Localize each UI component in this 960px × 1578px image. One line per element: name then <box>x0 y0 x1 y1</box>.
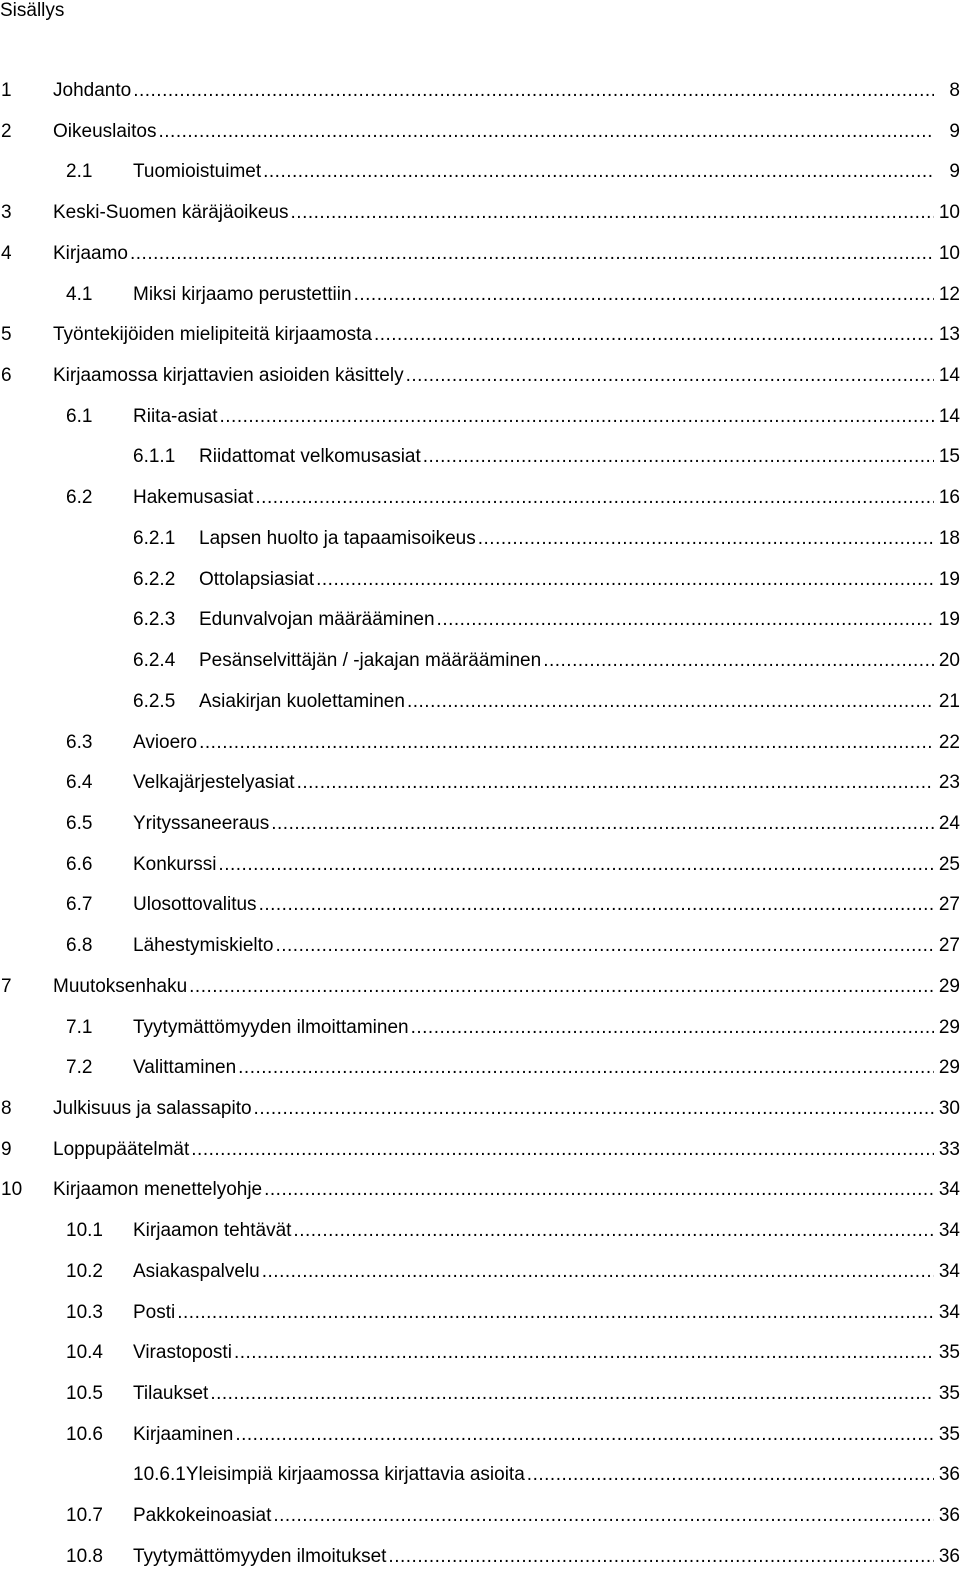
toc-entry-label: Virastoposti <box>133 1333 232 1373</box>
dot-leader <box>263 152 934 192</box>
dot-leader <box>407 682 934 722</box>
toc-entry-page-number: 36 <box>938 1505 960 1527</box>
toc-entry-label: Avioero <box>133 723 197 763</box>
toc-entry-page-number: 20 <box>938 650 960 672</box>
toc-entry-number: 7.2 <box>66 1057 93 1079</box>
toc-entry-line <box>133 1293 960 1333</box>
toc-entry-line <box>133 926 960 966</box>
toc-entry-label: Tyytymättömyyden ilmoitukset <box>133 1537 386 1577</box>
toc-entry-label: Julkisuus ja salassapito <box>53 1089 252 1129</box>
toc-entry[interactable] <box>0 804 960 845</box>
toc-entry-page-number: 23 <box>938 772 960 794</box>
toc-entry-number: 6.2 <box>66 487 93 509</box>
toc-entry-page-number: 9 <box>949 161 960 183</box>
toc-entry-label: Yrityssaneeraus <box>133 804 269 844</box>
dot-leader <box>527 1455 934 1495</box>
toc-entry[interactable] <box>0 967 960 1008</box>
toc-entry-number: 10.6 <box>66 1423 103 1445</box>
toc-entry-page-number: 34 <box>938 1260 960 1282</box>
toc-entry-label: Muutoksenhaku <box>53 967 187 1007</box>
toc-entry-line <box>199 437 960 477</box>
toc-entry-page-number: 34 <box>938 1179 960 1201</box>
toc-entry-page-number: 12 <box>938 283 960 305</box>
toc-entry[interactable] <box>0 1415 960 1456</box>
dot-leader <box>293 1211 934 1251</box>
toc-entry[interactable] <box>0 112 960 153</box>
toc-entry-label: Riita-asiat <box>133 397 217 437</box>
toc-entry-label: Kirjaamon menettelyohje <box>53 1170 262 1210</box>
toc-entry-line <box>133 1048 960 1088</box>
toc-entry[interactable] <box>0 1496 960 1537</box>
toc-entry-label: Asiakirjan kuolettaminen <box>199 682 405 722</box>
toc-entry-page-number: 18 <box>938 527 960 549</box>
dot-leader <box>189 967 934 1007</box>
toc-entry-label: Valittaminen <box>133 1048 236 1088</box>
toc-entry[interactable] <box>0 519 960 560</box>
toc-entry-number: 4.1 <box>66 283 93 305</box>
dot-leader <box>406 356 934 396</box>
toc-entry-label: Tyytymättömyyden ilmoittaminen <box>133 1008 409 1048</box>
toc-entry-number: 6.7 <box>66 894 93 916</box>
toc-entry-number: 7 <box>1 975 12 997</box>
toc-entry-page-number: 34 <box>938 1220 960 1242</box>
toc-entry-line <box>133 804 960 844</box>
toc-entry-line <box>53 234 960 274</box>
toc-entry[interactable] <box>0 885 960 926</box>
toc-entry-number: 6.8 <box>66 935 93 957</box>
toc-entry[interactable] <box>0 1374 960 1415</box>
toc-entry-label: Kirjaaminen <box>133 1415 233 1455</box>
toc-entry-page-number: 29 <box>938 1057 960 1079</box>
toc-entry-line <box>133 1333 960 1373</box>
toc-entry[interactable] <box>0 397 960 438</box>
toc-entry-label: Konkurssi <box>133 845 216 885</box>
toc-entry-label: Tuomioistuimet <box>133 152 261 192</box>
dot-leader <box>210 1374 934 1414</box>
toc-entry[interactable] <box>0 1008 960 1049</box>
dot-leader <box>262 1252 934 1292</box>
toc-entry-number: 10.8 <box>66 1545 103 1567</box>
toc-entry-number: 6.2.3 <box>133 609 176 631</box>
toc-entry-number: 2.1 <box>66 161 93 183</box>
toc-entry-label: Lapsen huolto ja tapaamisoikeus <box>199 519 476 559</box>
toc-entry-label: Ulosottovalitus <box>133 885 257 925</box>
dot-leader <box>235 1415 934 1455</box>
toc-entry[interactable] <box>0 478 960 519</box>
toc-entry-page-number: 33 <box>938 1138 960 1160</box>
toc-entry[interactable] <box>0 926 960 967</box>
toc-entry[interactable] <box>0 1252 960 1293</box>
toc-entry[interactable] <box>0 275 960 316</box>
dot-leader <box>316 560 934 600</box>
dot-leader <box>423 437 934 477</box>
toc-entry-line <box>53 71 960 111</box>
toc-entry-line <box>53 967 960 1007</box>
toc-entry-page-number: 10 <box>938 202 960 224</box>
toc-entry-number: 6.6 <box>66 853 93 875</box>
toc-entry-page-number: 21 <box>938 690 960 712</box>
toc-entry-page-number: 15 <box>938 446 960 468</box>
toc-entry-label: Ottolapsiasiat <box>199 560 314 600</box>
toc-entry-page-number: 16 <box>938 487 960 509</box>
toc-entry-page-number: 14 <box>938 405 960 427</box>
toc-entry-number: 7.1 <box>66 1016 93 1038</box>
toc-entry[interactable] <box>0 1130 960 1171</box>
toc-entry-number: 6.5 <box>66 812 93 834</box>
toc-entry-number: 2 <box>1 120 12 142</box>
dot-leader <box>264 1170 934 1210</box>
toc-entry-page-number: 30 <box>938 1097 960 1119</box>
dot-leader <box>437 600 934 640</box>
toc-entry-line <box>53 315 960 355</box>
toc-entry-number: 9 <box>1 1138 12 1160</box>
toc-entry-page-number: 36 <box>938 1545 960 1567</box>
toc-entry-label: Keski-Suomen käräjäoikeus <box>53 193 289 233</box>
toc-entry-number: 10.1 <box>66 1220 103 1242</box>
dot-leader <box>191 1130 934 1170</box>
toc-entry-line <box>133 1496 960 1536</box>
toc-entry-number: 10.3 <box>66 1301 103 1323</box>
toc-entry-line <box>199 600 960 640</box>
toc-entry[interactable] <box>0 682 960 723</box>
toc-entry-label: Työntekijöiden mielipiteitä kirjaamosta <box>53 315 372 355</box>
toc-entry-number: 10.4 <box>66 1342 103 1364</box>
toc-entry-line <box>133 1374 960 1414</box>
toc-entry-number: 6.2.1 <box>133 527 176 549</box>
toc-entry[interactable] <box>0 152 960 193</box>
toc-entry-page-number: 24 <box>938 812 960 834</box>
dot-leader <box>273 1496 934 1536</box>
toc-entry[interactable] <box>0 356 960 397</box>
toc-entry-line <box>133 478 960 518</box>
toc-entry[interactable] <box>0 234 960 275</box>
dot-leader <box>354 275 934 315</box>
toc-entry[interactable] <box>0 763 960 804</box>
toc-entry-line <box>133 1211 960 1251</box>
dot-leader <box>159 112 935 152</box>
toc-entry[interactable] <box>0 1333 960 1374</box>
toc-entry-label: Kirjaamon tehtävät <box>133 1211 291 1251</box>
toc-entry[interactable] <box>0 193 960 234</box>
toc-entry-page-number: 25 <box>938 853 960 875</box>
dot-leader <box>133 71 934 111</box>
toc-entry-line <box>53 356 960 396</box>
toc-entry-line <box>53 193 960 233</box>
dot-leader <box>130 234 934 274</box>
toc-entry-line <box>133 1008 960 1048</box>
toc-entry-label: Johdanto <box>53 71 131 111</box>
toc-entry-page-number: 22 <box>938 731 960 753</box>
toc-entry-number: 4 <box>1 242 12 264</box>
toc-entry-page-number: 35 <box>938 1423 960 1445</box>
toc-entry[interactable] <box>0 1089 960 1130</box>
toc-entry-label: Miksi kirjaamo perustettiin <box>133 275 352 315</box>
toc-entry-label: Pakkokeinoasiat <box>133 1496 271 1536</box>
dot-leader <box>238 1048 934 1088</box>
toc-entry-number: 8 <box>1 1097 12 1119</box>
toc-entry-page-number: 19 <box>938 609 960 631</box>
toc-entry-number: 5 <box>1 324 12 346</box>
toc-entry[interactable] <box>0 437 960 478</box>
toc-entry-number: 6.4 <box>66 772 93 794</box>
toc-entry-page-number: 36 <box>938 1464 960 1486</box>
toc-entry-page-number: 27 <box>938 894 960 916</box>
toc-entry-number: 6 <box>1 365 12 387</box>
dot-leader <box>388 1537 934 1577</box>
dot-leader <box>271 804 934 844</box>
toc-entry-number: 6.1.1 <box>133 446 176 468</box>
toc-entry-number: 10.2 <box>66 1260 103 1282</box>
toc-entry-label: Tilaukset <box>133 1374 208 1414</box>
toc-entry[interactable] <box>0 71 960 112</box>
table-of-contents <box>0 71 960 1578</box>
toc-entry-line <box>133 885 960 925</box>
toc-entry[interactable] <box>0 600 960 641</box>
toc-entry-label: Hakemusasiat <box>133 478 253 518</box>
dot-leader <box>219 397 934 437</box>
toc-entry-line <box>133 763 960 803</box>
toc-entry-line <box>133 1537 960 1577</box>
dot-leader <box>543 641 934 681</box>
dot-leader <box>297 763 934 803</box>
toc-entry-label: Loppupäätelmät <box>53 1130 189 1170</box>
toc-entry-label: Riidattomat velkomusasiat <box>199 437 421 477</box>
dot-leader <box>218 845 934 885</box>
toc-entry-label: Oikeuslaitos <box>53 112 157 152</box>
toc-entry-line <box>133 1455 960 1495</box>
toc-entry-line <box>133 723 960 763</box>
toc-entry-line <box>199 560 960 600</box>
toc-entry-line <box>133 152 960 192</box>
toc-entry-line <box>133 845 960 885</box>
toc-entry-label: 10.6.1Yleisimpiä kirjaamossa kirjattavia asioita <box>133 1455 525 1495</box>
toc-entry-number: 6.2.4 <box>133 650 176 672</box>
toc-entry-label: Lähestymiskielto <box>133 926 273 966</box>
dot-leader <box>411 1008 934 1048</box>
toc-entry-page-number: 34 <box>938 1301 960 1323</box>
toc-entry-page-number: 29 <box>938 975 960 997</box>
toc-entry-label: Pesänselvittäjän / -jakajan määrääminen <box>199 641 541 681</box>
toc-entry[interactable] <box>0 1170 960 1211</box>
dot-leader <box>255 478 934 518</box>
toc-entry-line <box>133 1252 960 1292</box>
toc-entry[interactable] <box>0 1293 960 1334</box>
dot-leader <box>374 315 934 355</box>
dot-leader <box>291 193 934 233</box>
toc-entry-number: 6.3 <box>66 731 93 753</box>
dot-leader <box>275 926 934 966</box>
toc-entry-page-number: 29 <box>938 1016 960 1038</box>
dot-leader <box>254 1089 934 1129</box>
toc-entry-line <box>53 1130 960 1170</box>
toc-entry-page-number: 35 <box>938 1383 960 1404</box>
toc-entry-label: Kirjaamossa kirjattavien asioiden käsittely <box>53 356 404 396</box>
toc-entry-line <box>199 682 960 722</box>
toc-entry-line <box>199 641 960 681</box>
dot-leader <box>478 519 934 559</box>
toc-entry-line <box>133 275 960 315</box>
toc-entry-label: Kirjaamo <box>53 234 128 274</box>
toc-entry-line <box>133 1415 960 1455</box>
dot-leader <box>199 723 934 763</box>
toc-entry[interactable] <box>0 1048 960 1089</box>
toc-entry-number: 3 <box>1 202 12 224</box>
toc-entry-line <box>133 397 960 437</box>
dot-leader <box>177 1293 934 1333</box>
toc-entry-number: 10.7 <box>66 1505 103 1527</box>
toc-entry[interactable] <box>0 641 960 682</box>
toc-entry-number: 6.2.2 <box>133 568 176 590</box>
toc-entry-number: 1 <box>1 80 12 101</box>
toc-entry-page-number: 10 <box>938 242 960 264</box>
toc-entry-label: Asiakaspalvelu <box>133 1252 260 1292</box>
toc-entry[interactable] <box>0 845 960 886</box>
toc-entry-label: Posti <box>133 1293 175 1333</box>
toc-entry[interactable] <box>0 1455 960 1496</box>
toc-entry[interactable] <box>0 1211 960 1252</box>
toc-entry-number: 10.5 <box>66 1383 103 1404</box>
toc-entry-number: 10 <box>1 1179 23 1201</box>
toc-entry-number: 6.2.5 <box>133 690 176 712</box>
toc-entry-line <box>53 112 960 152</box>
toc-entry-page-number: 27 <box>938 935 960 957</box>
toc-entry-label: Edunvalvojan määrääminen <box>199 600 435 640</box>
toc-entry[interactable] <box>0 560 960 601</box>
toc-entry[interactable] <box>0 723 960 764</box>
toc-entry[interactable] <box>0 315 960 356</box>
toc-entry-page-number: 9 <box>949 120 960 142</box>
toc-entry-line <box>199 519 960 559</box>
toc-entry-page-number: 13 <box>938 324 960 346</box>
toc-entry-number: 6.1 <box>66 405 93 427</box>
toc-entry-page-number: 35 <box>938 1342 960 1364</box>
dot-leader <box>259 885 934 925</box>
toc-entry-label: Velkajärjestelyasiat <box>133 763 295 803</box>
toc-entry-page-number: 14 <box>938 365 960 387</box>
dot-leader <box>234 1333 934 1373</box>
toc-entry[interactable] <box>0 1537 960 1578</box>
toc-entry-page-number: 8 <box>949 80 960 101</box>
toc-entry-page-number: 19 <box>938 568 960 590</box>
toc-entry-line <box>53 1170 960 1210</box>
page-title: Sisällys <box>0 0 65 21</box>
toc-entry-line <box>53 1089 960 1129</box>
